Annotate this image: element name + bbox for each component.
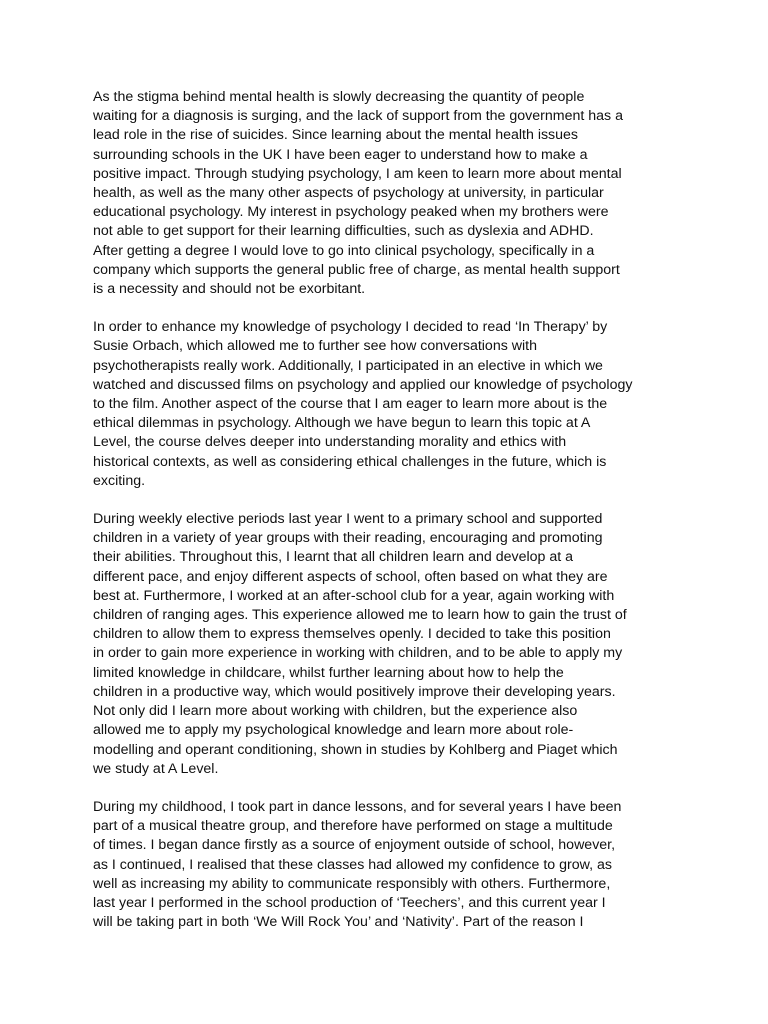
text-line: ethical dilemmas in psychology. Although we have begun to learn this topic at A [93, 415, 591, 432]
text-line: of times. I began dance firstly as a source of enjoyment outside of school, however, [93, 837, 616, 854]
paragraph-1 [93, 88, 683, 299]
text-line: last year I performed in the school production of ‘Teechers’, and this current year I [93, 894, 606, 911]
text-line: health, as well as the many other aspects of psychology at university, in particular [93, 185, 604, 202]
text-line: Susie Orbach, which allowed me to further see how conversations with [93, 338, 537, 355]
paragraph-2 [93, 318, 683, 491]
text-line: we study at A Level. [93, 760, 219, 777]
text-line: During my childhood, I took part in dance lessons, and for several years I have been [93, 798, 622, 815]
text-line: As the stigma behind mental health is slowly decreasing the quantity of people [93, 89, 585, 105]
text-line: After getting a degree I would love to go into clinical psychology, specifically in a [93, 242, 595, 259]
text-line: watched and discussed films on psychology and applied our knowledge of psychology [93, 376, 633, 393]
paragraph-3 [93, 510, 683, 779]
text-line: children of ranging ages. This experience allowed me to learn how to gain the trust of [93, 607, 627, 624]
text-line: modelling and operant conditioning, shown in studies by Kohlberg and Piaget which [93, 741, 618, 758]
text-line: Level, the course delves deeper into understanding morality and ethics with [93, 434, 567, 451]
text-line: part of a musical theatre group, and therefore have performed on stage a multitude [93, 818, 613, 835]
text-line: educational psychology. My interest in psychology peaked when my brothers were [93, 204, 609, 221]
text-line: in order to gain more experience in working with children, and to be able to apply my [93, 645, 623, 662]
text-line: is a necessity and should not be exorbitant. [93, 281, 366, 298]
text-line: historical contexts, as well as considering ethical challenges in the future, which is [93, 453, 607, 470]
text-line: will be taking part in both ‘We Will Rock You’ and ‘Nativity’. Part of the reason I [93, 914, 584, 931]
text-line: limited knowledge in childcare, whilst further learning about how to help the [93, 664, 564, 681]
text-line: children in a productive way, which would positively improve their developing years. [93, 683, 616, 700]
text-line: Not only did I learn more about working with children, but the experience also [93, 703, 578, 720]
text-line: company which supports the general public free of charge, as mental health support [93, 261, 620, 278]
document-body [93, 88, 683, 951]
text-line: exciting. [93, 472, 146, 489]
text-line: positive impact. Through studying psychology, I am keen to learn more about mental [93, 165, 622, 182]
text-line: children to allow them to express themselves openly. I decided to take this position [93, 626, 611, 643]
text-line: well as increasing my ability to communicate responsibly with others. Furthermore, [93, 875, 611, 892]
text-line: different pace, and enjoy different aspects of school, often based on what they are [93, 568, 608, 585]
text-line: to the film. Another aspect of the course that I am eager to learn more about is the [93, 396, 608, 413]
text-line: not able to get support for their learning difficulties, such as dyslexia and ADHD. [93, 223, 594, 240]
text-line: waiting for a diagnosis is surging, and the lack of support from the government has a [93, 108, 623, 125]
paragraph-4 [93, 798, 683, 932]
text-line: In order to enhance my knowledge of psychology I decided to read ‘In Therapy’ by [93, 319, 608, 336]
text-line: allowed me to apply my psychological knowledge and learn more about role- [93, 722, 574, 739]
text-line: During weekly elective periods last year I went to a primary school and supported [93, 511, 603, 528]
text-line: lead role in the rise of suicides. Since learning about the mental health issues [93, 127, 579, 144]
text-line: surrounding schools in the UK I have been eager to understand how to make a [93, 146, 588, 163]
text-line: psychotherapists really work. Additionally, I participated in an elective in which we [93, 357, 603, 374]
text-line: their abilities. Throughout this, I learnt that all children learn and develop at a [93, 549, 574, 566]
text-line: best at. Furthermore, I worked at an after-school club for a year, again working with [93, 587, 615, 604]
text-line: children in a variety of year groups with their reading, encouraging and promoting [93, 530, 603, 547]
text-line: as I continued, I realised that these classes had allowed my confidence to grow, as [93, 856, 612, 873]
